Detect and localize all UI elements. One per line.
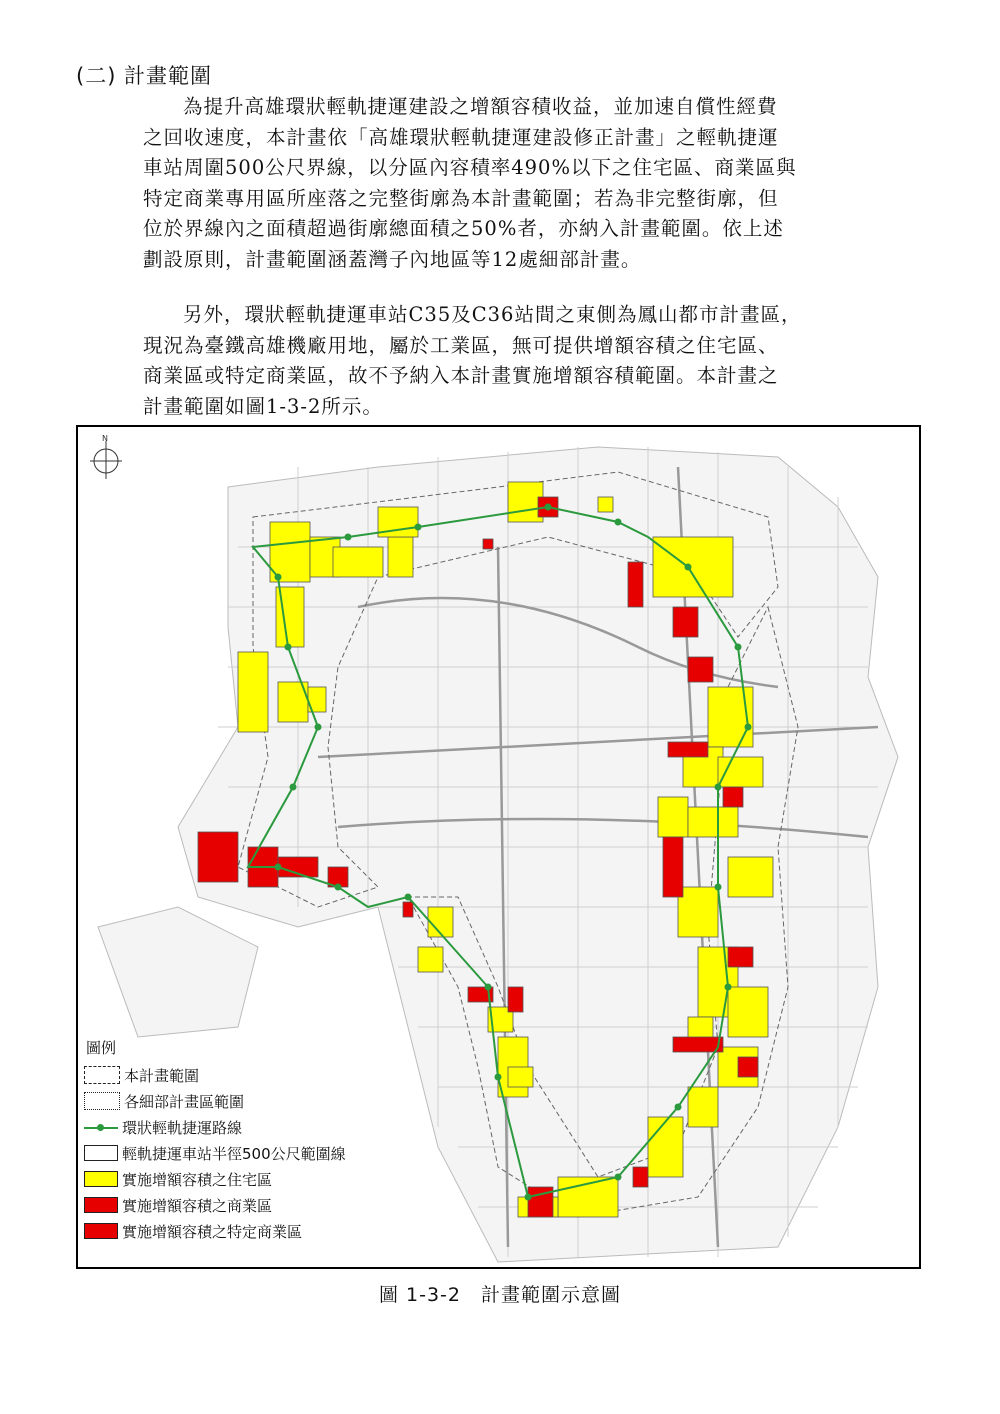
legend-item: [84, 1192, 414, 1218]
boundary-dashed-symbol-icon: [84, 1066, 120, 1084]
north-label: N: [102, 434, 108, 443]
paragraph-line: 特定商業專用區所座落之完整街廓為本計畫範圍；若為非完整街廓，但: [143, 186, 779, 210]
map-legend: [84, 1037, 414, 1244]
legend-item: [84, 1114, 414, 1140]
legend-title: 圖例: [86, 1039, 117, 1057]
paragraph-line: 劃設原則，計畫範圍涵蓋灣子內地區等12處細部計畫。: [143, 247, 642, 271]
paragraph-line: 計畫範圍如圖1-3-2所示。: [143, 394, 383, 418]
paragraph-line: 商業區或特定商業區，故不予納入本計畫實施增額容積範圍。本計畫之: [143, 364, 779, 387]
section-heading: (二) 計畫範圍: [76, 64, 213, 88]
legend-item-label: 實施增額容積之住宅區: [122, 1170, 273, 1189]
legend-item-label: 實施增額容積之商業區: [122, 1196, 273, 1215]
legend-item: [84, 1218, 414, 1244]
paragraph-line: 位於界線內之面積超過街廓總面積之50%者，亦納入計畫範圍。依上述: [143, 217, 784, 240]
legend-item: [84, 1088, 414, 1114]
legend-item-label: 環狀輕軌捷運路線: [122, 1118, 243, 1137]
north-arrow-icon: [86, 433, 126, 483]
residential-swatch-icon: [84, 1171, 118, 1187]
legend-item: [84, 1166, 414, 1192]
paragraph-line: 為提升高雄環狀輕軌捷運建設之增額容積收益，並加速自償性經費: [183, 95, 778, 118]
legend-item-label: 實施增額容積之特定商業區: [122, 1222, 303, 1241]
paragraph-scope: [143, 92, 915, 275]
paragraph-line: 現況為臺鐵高雄機廠用地，屬於工業區，無可提供增額容積之住宅區、: [143, 333, 779, 357]
legend-item: [84, 1140, 414, 1166]
legend-item-label: 各細部計畫區範圍: [124, 1092, 245, 1111]
boundary-dotdash-symbol-icon: [84, 1092, 120, 1110]
paragraph-exclusion: [143, 300, 915, 422]
paragraph-line: 另外，環狀輕軌捷運車站C35及C36站間之東側為鳳山都市計畫區，: [183, 303, 802, 326]
legend-item-label: 本計畫範圍: [124, 1066, 200, 1085]
legend-item: [84, 1062, 414, 1088]
paragraph-line: 車站周圍500公尺界線，以分區內容積率490%以下之住宅區、商業區與: [143, 156, 797, 179]
figure-caption: 圖 1-3-2 計畫範圍示意圖: [378, 1284, 622, 1306]
paragraph-line: 之回收速度，本計畫依「高雄環狀輕軌捷運建設修正計畫」之輕軌捷運: [143, 125, 779, 149]
route-line-symbol-icon: [84, 1127, 118, 1129]
plan-scope-map: [76, 425, 921, 1269]
buffer-box-symbol-icon: [84, 1145, 118, 1161]
special-commercial-swatch-icon: [84, 1223, 118, 1239]
commercial-swatch-icon: [84, 1197, 118, 1213]
legend-item-label: 輕軌捷運車站半徑500公尺範圍線: [122, 1144, 346, 1163]
